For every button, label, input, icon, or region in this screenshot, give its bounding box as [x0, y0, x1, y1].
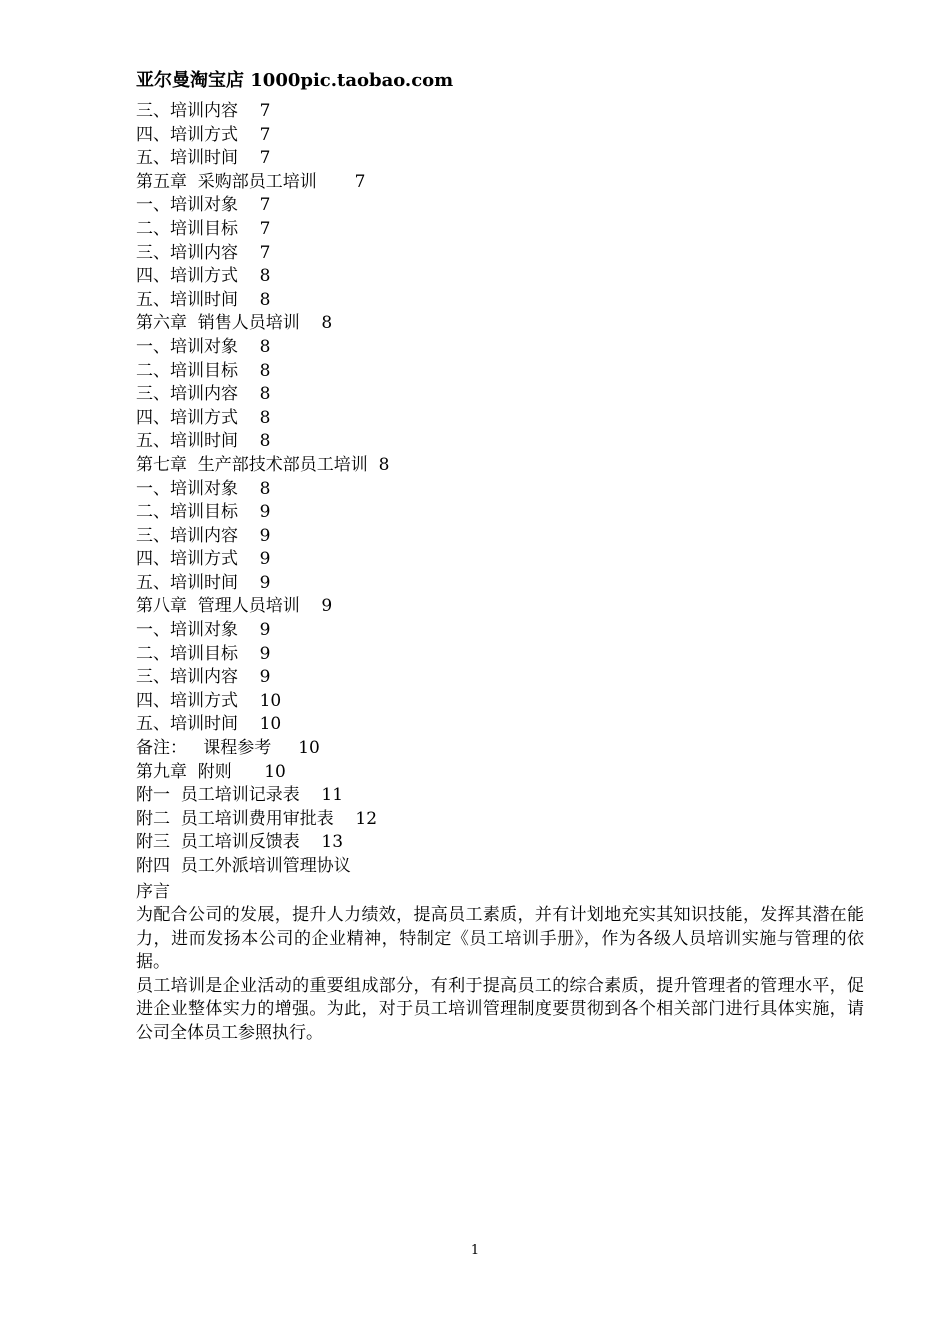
toc-line: 二、培训目标 9 — [136, 643, 271, 664]
toc-line: 一、培训对象 7 — [136, 195, 271, 216]
toc-line: 附二 员工培训费用审批表 12 — [136, 808, 378, 829]
toc-line: 备注： 课程参考 10 — [136, 738, 320, 759]
toc-line: 五、培训时间 8 — [136, 431, 271, 452]
toc-line: 附四 员工外派培训管理协议 — [136, 856, 351, 876]
toc-line: 二、培训目标 8 — [136, 360, 271, 381]
preface-section — [136, 880, 864, 1046]
table-of-contents — [136, 100, 876, 879]
toc-line: 第七章 生产部技术部员工培训 8 — [136, 454, 390, 475]
toc-line: 三、培训内容 7 — [136, 101, 271, 121]
page-header: 亚尔曼淘宝店 1000pic.taobao.com — [136, 70, 454, 91]
preface-title: 序言 — [136, 882, 170, 902]
toc-line: 四、培训方式 8 — [136, 407, 271, 428]
toc-line: 一、培训对象 8 — [136, 478, 271, 499]
toc-line: 第九章 附则 10 — [136, 761, 286, 782]
toc-line: 三、培训内容 9 — [136, 667, 271, 688]
toc-line: 四、培训方式 9 — [136, 549, 271, 570]
toc-line: 二、培训目标 9 — [136, 502, 271, 523]
page-number: 1 — [470, 1243, 480, 1258]
preface-paragraph: 为配合公司的发展，提升人力绩效，提高员工素质，并有计划地充实其知识技能，发挥其潜在能力，进而发扬本公司的企业精神，特制定《员工培训手册》，作为各级人员培训实施与管理的依据。 — [136, 905, 864, 973]
toc-line: 五、培训时间 10 — [136, 714, 282, 735]
toc-line: 五、培训时间 9 — [136, 572, 271, 593]
toc-line: 二、培训目标 7 — [136, 218, 271, 239]
toc-line: 四、培训方式 7 — [136, 124, 271, 145]
toc-line: 四、培训方式 10 — [136, 690, 282, 711]
toc-line: 五、培训时间 8 — [136, 289, 271, 310]
toc-line: 三、培训内容 9 — [136, 525, 271, 546]
toc-line: 附三 员工培训反馈表 13 — [136, 832, 344, 853]
toc-line: 附一 员工培训记录表 11 — [136, 785, 344, 806]
toc-line: 一、培训对象 8 — [136, 336, 271, 357]
toc-line: 四、培训方式 8 — [136, 266, 271, 287]
toc-line: 三、培训内容 8 — [136, 384, 271, 405]
toc-line: 第六章 销售人员培训 8 — [136, 313, 333, 334]
toc-line: 一、培训对象 9 — [136, 620, 271, 641]
toc-line: 第五章 采购部员工培训 7 — [136, 171, 366, 192]
toc-line: 第八章 管理人员培训 9 — [136, 596, 333, 617]
preface-paragraph: 员工培训是企业活动的重要组成部分，有利于提高员工的综合素质，提升管理者的管理水平，促进企业整体实力的增强。为此，对于员工培训管理制度要贯彻到各个相关部门进行具体实施，请公司全体员工参照执行。 — [136, 975, 864, 1043]
toc-line: 三、培训内容 7 — [136, 242, 271, 263]
toc-line: 五、培训时间 7 — [136, 148, 271, 169]
